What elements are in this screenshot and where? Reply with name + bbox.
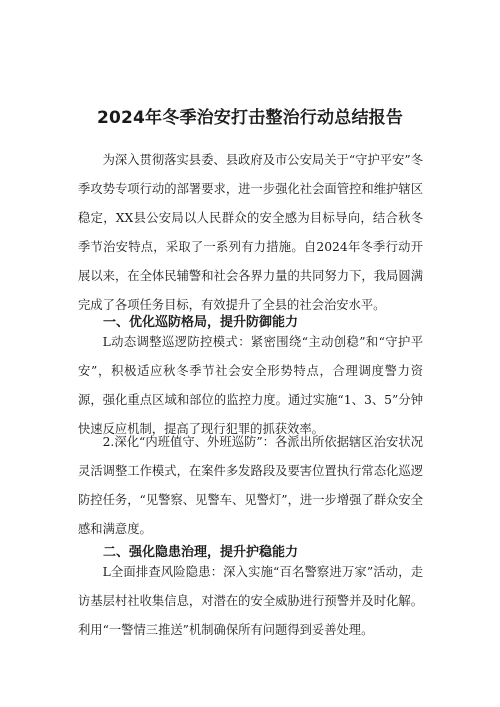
- intro-paragraph: 为深入贯彻落实县委、县政府及市公安局关于“守护平安”冬季攻势专项行动的部署要求，进一步强化社会面管控和维护辖区稳定，XX县公安局以人民群众的安全感为目标导向，结合秋冬季节治安特点，采取了一系列有力措施。自2024年冬季行动开展以来，在全体民辅警和社会各界力量的共同努力下，我局圆满完成了各项任务目标，有效提升了全县的社会治安水平。: [78, 153, 423, 312]
- section-2-paragraph-1: L全面排查风险隐患：深入实施“百名警察进万家”活动，走访基层村社收集信息，对潜在的安全威胁进行预警并及时化解。利用“一警情三推送”机制确保所有问题得到妥善处理。: [78, 565, 423, 637]
- document-title: 2024年冬季治安打击整治行动总结报告: [96, 108, 404, 129]
- section-1-paragraph-2: 2.深化“内班值守、外班巡防”：各派出所依据辖区治安状况灵活调整工作模式，在案件多发路段及要害位置执行常态化巡逻防控任务，“见警察、见警车、见警灯”，进一步增强了群众安全感和满意度。: [78, 435, 423, 536]
- section-heading-2: 二、强化隐患治理，提升护稳能力: [103, 545, 299, 560]
- section-1-paragraph-1: L动态调整巡逻防控模式：紧密围绕“主动创稳”和“守护平安”，积极适应秋冬季节社会安全形势特点，合理调度警力资源，强化重点区域和部位的监控力度。通过实施“1、3、5”分钟快速反应机制，提高了现行犯罪的抓获效率。: [78, 335, 423, 436]
- section-heading-1: 一、优化巡防格局，提升防御能力: [103, 315, 299, 330]
